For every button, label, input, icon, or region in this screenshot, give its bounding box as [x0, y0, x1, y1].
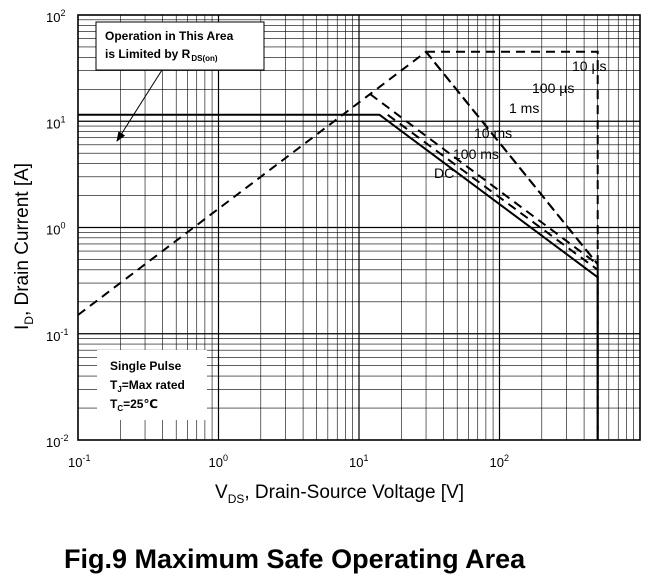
rds-annotation [96, 22, 264, 141]
x-tick-label: $10^1$ [349, 453, 369, 470]
rds-line2: is Limited by $R_{DS(on)}$ [105, 47, 218, 63]
x-axis-title: $V_{DS}$, Drain-Source Voltage [V] [215, 482, 465, 506]
rds-arrow [117, 70, 162, 141]
label-100ms: 100 ms [453, 146, 499, 162]
series-line-2 [78, 52, 598, 315]
figure-caption: Fig.9 Maximum Safe Operating Area [64, 544, 526, 574]
pulse-annotation [97, 350, 207, 420]
pulse-line1: Single Pulse [110, 359, 182, 373]
rds-line1: Operation in This Area [105, 29, 234, 43]
label-1ms: 1 ms [509, 100, 540, 116]
y-tick-label: $10^2$ [46, 8, 66, 25]
y-tick-label: $10^{-1}$ [46, 326, 69, 344]
label-dc: DC [434, 165, 455, 181]
series-line-3 [370, 94, 598, 264]
y-tick-label: $10^0$ [46, 220, 66, 238]
curve-labels [434, 58, 607, 181]
y-axis-title: $I_D$, Drain Current [A] [12, 162, 36, 330]
pulse-line3: $T_C=25℃$ [110, 397, 159, 413]
label-10ms: 10 ms [474, 125, 513, 141]
label-100us: 100 µs [532, 80, 575, 96]
x-tick-label: $10^0$ [208, 453, 228, 470]
y-tick-label: $10^{-2}$ [46, 433, 69, 450]
pulse-line2: $T_J=Max$ rated [110, 378, 185, 394]
x-tick-label: $10^2$ [489, 453, 509, 470]
y-tick-label: $10^1$ [46, 114, 66, 132]
x-tick-label: $10^{-1}$ [68, 453, 91, 470]
label-10us: 10 µs [572, 58, 607, 74]
